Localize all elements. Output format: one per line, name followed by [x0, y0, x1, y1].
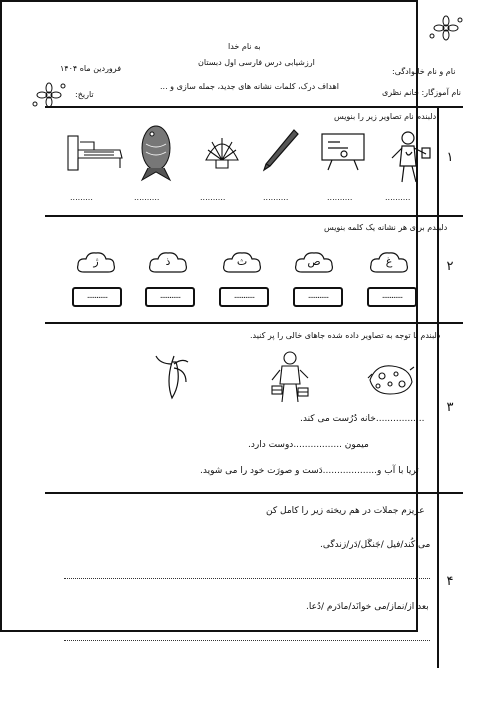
- answer-box[interactable]: ...........: [293, 287, 343, 307]
- letter-label: ژ: [93, 255, 99, 268]
- worksheet-title: ارزشیابی درس فارسی اول دبستان: [198, 58, 315, 67]
- fill-in-sentence[interactable]: .................خانه دُرُست می کند.: [300, 414, 425, 424]
- row-divider-3: [45, 492, 463, 494]
- question-instruction: دلبندم برای هر نشانه یک کلمه بنویس: [324, 223, 448, 232]
- answer-blank[interactable]: .........: [70, 193, 93, 202]
- scrambled-sentence: می کُند/فیل /جَنگَل/دَر/زندگی.: [320, 540, 431, 550]
- answer-blank[interactable]: ..........: [327, 193, 353, 202]
- banana-icon: [152, 352, 192, 402]
- shell-icon: [200, 130, 244, 174]
- question-instruction: دلبندم با توجه به تصاویر داده شده جاهای خالی را پر کنید.: [250, 331, 441, 340]
- answer-box[interactable]: ...........: [72, 287, 122, 307]
- row-divider-2: [45, 322, 463, 324]
- builder-icon: [270, 350, 310, 404]
- answer-blank[interactable]: ..........: [385, 193, 411, 202]
- letter-label: ث: [236, 255, 248, 268]
- letter-cloud: [222, 250, 262, 276]
- fill-in-sentence[interactable]: میمون .................دوست دارد.: [248, 440, 369, 450]
- letter-cloud: [369, 250, 409, 276]
- answer-blank[interactable]: ..........: [134, 193, 160, 202]
- question-number: ۲: [446, 259, 454, 274]
- basmala: به نام خدا: [228, 42, 261, 51]
- letter-label: ص: [307, 255, 321, 268]
- doctor-icon: [380, 128, 432, 184]
- scrambled-sentence: بعد از/نماز/می خوانَد/مادَرم /دُعا.: [306, 602, 429, 612]
- answer-blank[interactable]: ..........: [263, 193, 289, 202]
- board-icon: [318, 132, 368, 172]
- student-name-label: نام و نام خانوادگی:: [392, 67, 456, 76]
- row-divider-1: [45, 215, 463, 217]
- letter-cloud: [294, 250, 334, 276]
- question-instruction: عزیزم جملات در هم ریخته زیر را کامل کن: [266, 506, 425, 516]
- teacher-name-label: نام آموزگار: خانم نظری: [382, 88, 461, 97]
- month-label: فروردین ماه ۱۴۰۴: [60, 64, 122, 73]
- fish-icon: [132, 120, 180, 182]
- question-number: ۴: [446, 574, 454, 589]
- question-number: ۱: [446, 150, 454, 165]
- pencil-icon: [258, 126, 300, 176]
- letter-label: غ: [385, 255, 393, 268]
- answer-blank[interactable]: ..........: [200, 193, 226, 202]
- header-divider: [45, 106, 463, 108]
- question-number: ۳: [446, 400, 454, 415]
- letter-cloud: [148, 250, 188, 276]
- fill-in-sentence[interactable]: ثریا با آب و...................دَست و صورَت خود را می شوید.: [200, 466, 419, 476]
- answer-box[interactable]: ...........: [367, 287, 417, 307]
- flower-decoration-icon: [32, 80, 66, 110]
- letter-label: ذ: [165, 255, 171, 268]
- answer-box[interactable]: ...........: [145, 287, 195, 307]
- answer-line[interactable]: [64, 578, 430, 579]
- worksheet-goals: اهداف درک، کلمات نشانه های جدید، جمله سازی و ...: [160, 82, 339, 91]
- letter-cloud: [76, 250, 116, 276]
- date-label: تاریخ:: [75, 90, 94, 99]
- hands-washing-icon: [366, 358, 416, 400]
- answer-line[interactable]: [64, 640, 430, 641]
- bed-icon: [64, 128, 126, 174]
- question-instruction: دلبندم نام تصاویر زیر را بنویس: [334, 112, 437, 121]
- answer-box[interactable]: ...........: [219, 287, 269, 307]
- flower-decoration-icon: [428, 14, 464, 42]
